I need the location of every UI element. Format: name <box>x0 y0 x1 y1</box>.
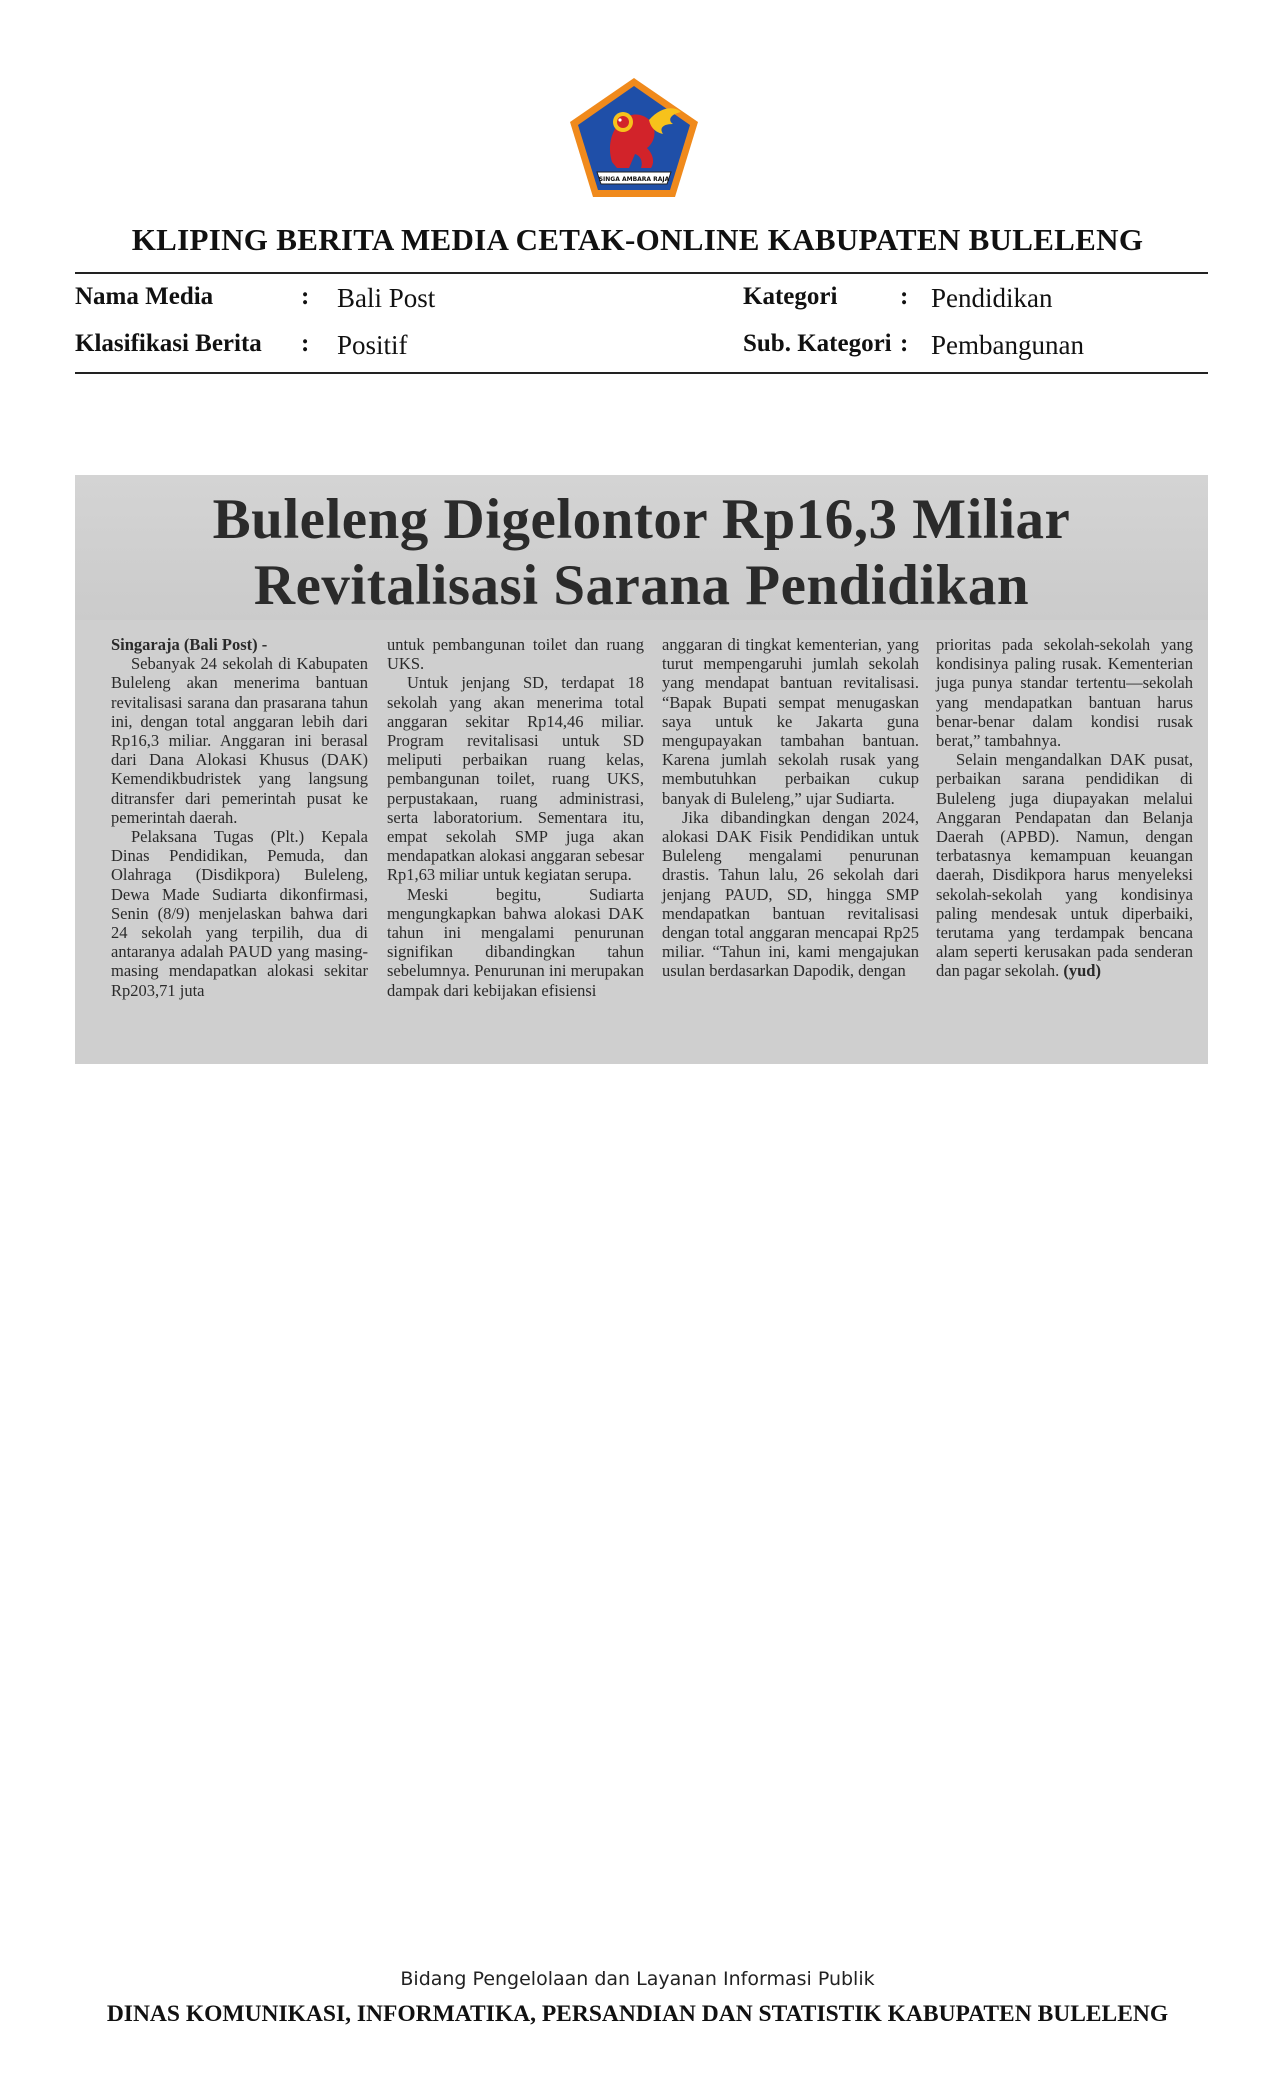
article-column-2 <box>387 635 644 1000</box>
article-column-3 <box>662 635 919 981</box>
document-title: KLIPING BERITA MEDIA CETAK-ONLINE KABUPATEN BULELENG <box>131 222 1144 257</box>
article-paragraph: Sebanyak 24 sekolah di Kabupaten Buleleng akan menerima bantuan revitalisasi sarana dan prasarana tahun ini, dengan total anggaran lebih dari Rp16,3 miliar. Anggaran ini berasal dari Dana Alokasi Khusus (DAK) Kemendikbudristek yang langsung ditransfer dari pemerintah pusat ke pemerintah daerah. <box>111 654 368 827</box>
classification-label: Klasifikasi Berita <box>75 330 262 357</box>
regency-logo <box>567 76 701 200</box>
article-paragraph: Meski begitu, Sudiarta mengungkapkan bahwa alokasi DAK tahun ini mengalami penurunan signifikan dibandingkan tahun sebelumnya. Penurunan ini merupakan dampak dari kebijakan efisiensi <box>387 884 644 1000</box>
media-colon: : <box>301 283 310 310</box>
classification-colon: : <box>301 330 310 357</box>
media-value: Bali Post <box>337 283 436 313</box>
article-headline-line1: Buleleng Digelontor Rp16,3 Miliar <box>212 488 1071 551</box>
article-paragraph: anggaran di tingkat kementerian, yang turut mempengaruhi jumlah sekolah yang mendapat bantuan revitalisasi. “Bapak Bupati sempat menugaskan saya untuk ke Jakarta guna mengupayakan tambahan bantuan. Karena jumlah sekolah rusak yang membutuhkan perbaikan cukup banyak di Buleleng,” ujar Sudiarta. <box>662 635 919 808</box>
article-paragraph: Untuk jenjang SD, terdapat 18 sekolah yang akan menerima total anggaran sekitar Rp14,46 miliar. Program revitalisasi untuk SD meliputi perbaikan ruang kelas, pembangunan toilet, ruang UKS, perpustakaan, ruang administrasi, serta laboratorium. Sementara itu, empat sekolah SMP juga akan mendapatkan alokasi anggaran sebesar Rp1,63 miliar untuk kegiatan serupa. <box>387 673 644 885</box>
article-column-1 <box>111 635 368 1000</box>
footer-unit: Bidang Pengelolaan dan Layanan Informasi Publik <box>400 1968 875 1990</box>
article-column-4 <box>936 635 1193 981</box>
article-paragraph: Jika dibandingkan dengan 2024, alokasi DAK Fisik Pendidikan untuk Buleleng mengalami penurunan drastis. Tahun lalu, 26 sekolah dari jenjang PAUD, SD, hingga SMP mendapatkan bantuan revitalisasi dengan total anggaran mencapai Rp25 miliar. “Tahun ini, kami mengajukan usulan berdasarkan Dapodik, dengan <box>662 807 919 981</box>
category-label: Kategori <box>743 283 838 310</box>
logo-motto: SINGA AMBARA RAJA <box>598 176 670 183</box>
media-label: Nama Media <box>75 283 214 310</box>
category-value: Pendidikan <box>931 283 1053 313</box>
article-headline-line2: Revitalisasi Sarana Pendidikan <box>253 554 1030 617</box>
category-colon: : <box>900 283 909 310</box>
header-rule-top <box>75 272 1208 274</box>
article-paragraph: prioritas pada sekolah-sekolah yang kondisinya paling rusak. Kementerian juga punya standar tertentu—sekolah yang mendapatkan bantuan harus benar-benar dalam kondisi rusak berat,” tambahnya. <box>936 635 1193 751</box>
subcategory-colon: : <box>900 330 909 357</box>
header-rule-bottom <box>75 372 1208 374</box>
article-paragraph <box>936 750 1193 980</box>
article-dateline: Singaraja (Bali Post) - <box>111 635 268 654</box>
author-signature: (yud) <box>1063 961 1101 981</box>
footer-agency: DINAS KOMUNIKASI, INFORMATIKA, PERSANDIAN DAN STATISTIK KABUPATEN BULELENG <box>106 2001 1169 2027</box>
classification-value: Positif <box>337 330 408 360</box>
subcategory-label: Sub. Kategori <box>743 330 892 357</box>
newspaper-clipping <box>75 475 1208 1064</box>
article-paragraph-text: Selain mengandalkan DAK pusat, perbaikan sarana pendidikan di Buleleng juga diupayakan melalui Anggaran Pendapatan dan Belanja Daerah (APBD). Namun, dengan terbatasnya kemampuan keuangan daerah, Disdikpora harus menyeleksi sekolah-sekolah yang kondisinya paling mendesak untuk diperbaiki, terutama yang terdampak bencana alam seperti kerusakan pada senderan dan pagar sekolah. <box>936 750 1193 981</box>
article-paragraph: Pelaksana Tugas (Plt.) Kepala Dinas Pendidikan, Pemuda, dan Olahraga (Disdikpora) Buleleng, Dewa Made Sudiarta dikonfirmasi, Senin (8/9) menjelaskan bahwa dari 24 sekolah yang terpilih, dua di antaranya adalah PAUD yang masing-masing mendapatkan alokasi sekitar Rp203,71 juta <box>111 827 368 1000</box>
article-paragraph: untuk pembangunan toilet dan ruang UKS. <box>387 635 644 674</box>
subcategory-value: Pembangunan <box>931 330 1084 360</box>
